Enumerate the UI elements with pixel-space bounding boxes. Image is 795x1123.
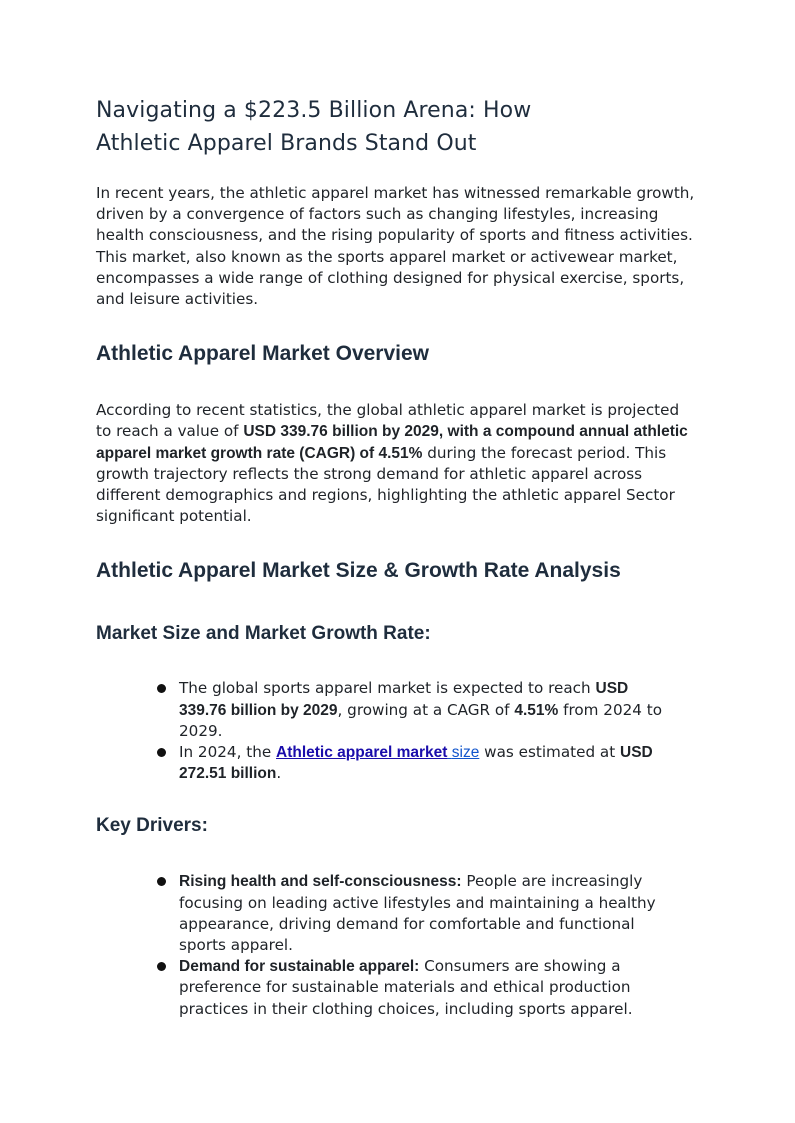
overview-text-start: According to recent statistics, the global athletic apparel market is projected to reach a value of (96, 401, 680, 441)
bullet-2-text-start: In 2024, the (179, 743, 276, 762)
bullet-1-text-start: The global sports apparel market is expected to reach (179, 679, 596, 698)
size-growth-heading: Athletic Apparel Market Size & Growth Rate Analysis (96, 559, 621, 583)
bullet-icon (157, 962, 166, 971)
bullet-icon (157, 877, 166, 886)
bullet-icon (157, 684, 166, 693)
market-size-link-text: size (451, 744, 480, 762)
bullet-1-bold-value: USD 339.76 billion by 2029 (179, 680, 629, 719)
key-drivers-list (96, 871, 696, 1019)
market-size-link[interactable] (447, 744, 479, 761)
bullet-2-bold-value: USD 272.51 billion (179, 744, 653, 783)
bullet-2-text-end: . (276, 764, 282, 783)
page-title (96, 94, 696, 160)
list-item (179, 678, 696, 742)
market-size-list (96, 678, 696, 784)
key-drivers-heading: Key Drivers: (96, 815, 208, 837)
driver-2-text: Consumers are showing a preference for sustainable materials and ethical production practices in their clothing choices, including sports apparel. (179, 957, 633, 1018)
driver-2-title: Demand for sustainable apparel: (179, 958, 420, 976)
list-item (179, 871, 696, 956)
bullet-1-cagr: 4.51% (514, 701, 559, 719)
driver-1-text: People are increasingly focusing on leading active lifestyles and maintaining a healthy appearance, driving demand for comfortable and functional sports apparel. (179, 872, 656, 955)
market-size-subheading: Market Size and Market Growth Rate: (96, 623, 431, 645)
bullet-1-text-end: from 2024 to 2029. (179, 700, 663, 740)
title-line-2: Athletic Apparel Brands Stand Out (96, 131, 477, 156)
document-page (96, 94, 696, 1020)
bullet-icon (157, 748, 166, 757)
title-line-1: Navigating a $223.5 Billion Arena: How (96, 98, 532, 123)
bullet-1-text-mid: , growing at a CAGR of (337, 700, 515, 719)
athletic-apparel-market-link[interactable]: Athletic apparel market (276, 744, 448, 762)
overview-paragraph (96, 400, 696, 527)
bullet-2-text-mid: was estimated at (479, 743, 621, 762)
overview-highlight: USD 339.76 billion by 2029, with a compound annual athletic apparel market growth rate (CAGR) of 4.51% (96, 423, 688, 462)
list-item (179, 956, 696, 1020)
overview-text-end: during the forecast period. This growth trajectory reflects the strong demand for athletic apparel across different demographics and regions, highlighting the athletic apparel Sector significant potential. (96, 443, 675, 526)
driver-1-title: Rising health and self-consciousness: (179, 873, 462, 891)
list-item (179, 742, 696, 784)
overview-heading: Athletic Apparel Market Overview (96, 342, 430, 366)
intro-paragraph: In recent years, the athletic apparel market has witnessed remarkable growth, driven by a convergence of factors such as changing lifestyles, increasing health consciousness, and the rising popularity of sports and fitness activities. This market, also known as the sports apparel market or activewear market, encompasses a wide range of clothing designed for physical exercise, sports, and leisure activities. (96, 184, 695, 309)
